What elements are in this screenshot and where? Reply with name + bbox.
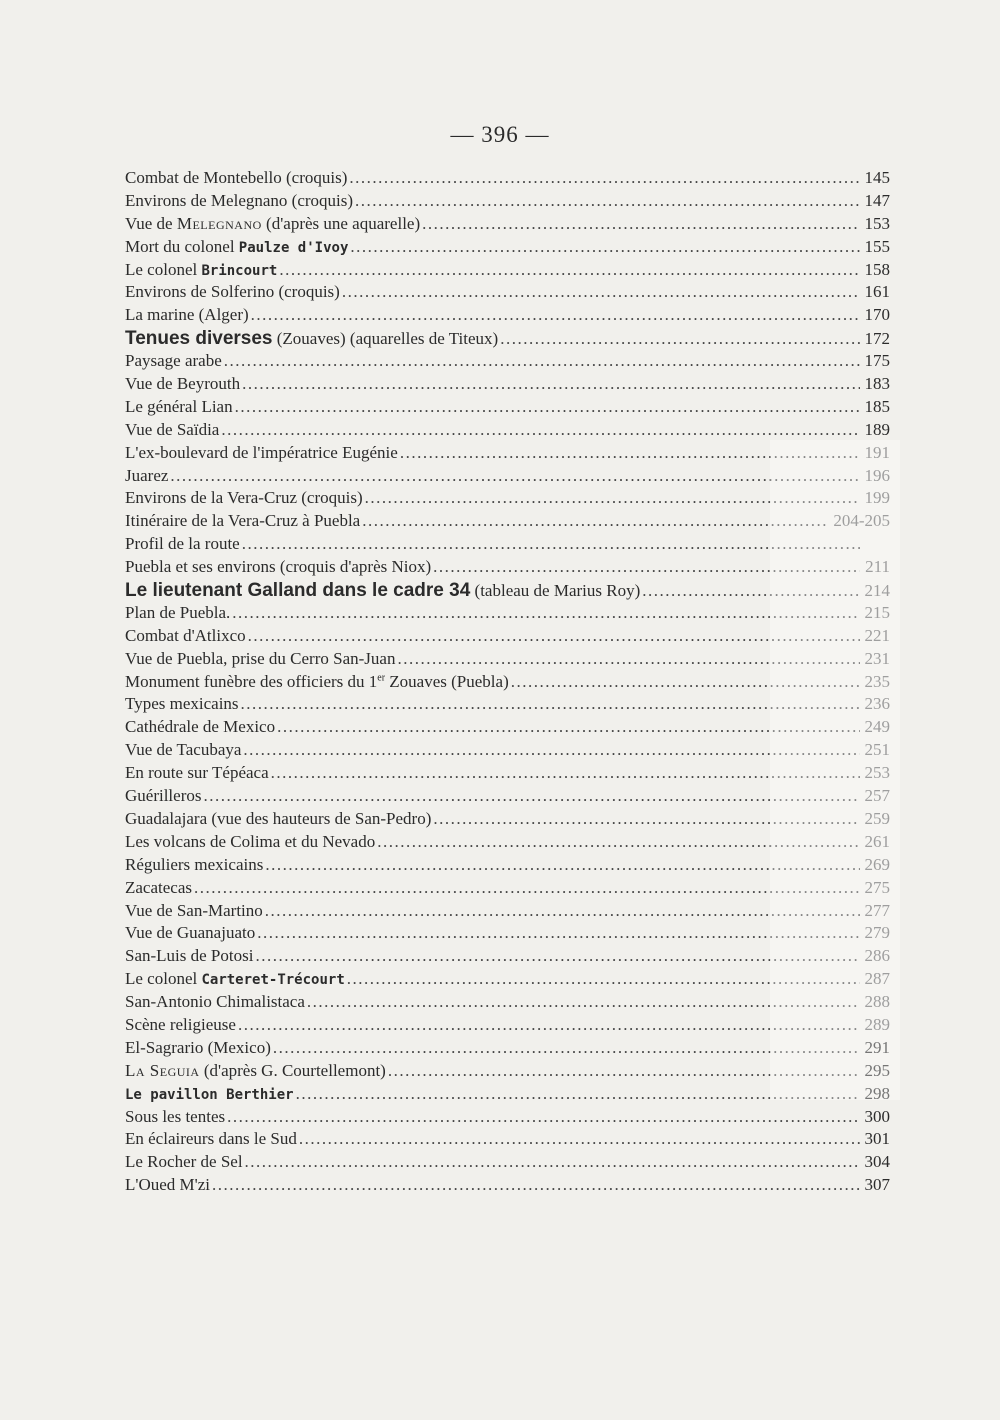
list-item <box>125 763 890 786</box>
entry-title <box>125 488 363 508</box>
entry-page: 279 <box>864 923 890 943</box>
entry-page: 172 <box>864 329 890 349</box>
list-item <box>125 168 890 191</box>
entry-title <box>125 443 398 463</box>
entry-page: 211 <box>865 557 890 577</box>
entry-text-t2: (Zouaves) (aquarelles de Titeux) <box>272 329 499 349</box>
entry-page: 277 <box>864 900 890 920</box>
leader-dots <box>170 466 860 486</box>
list-item <box>125 1061 890 1084</box>
leader-dots <box>355 191 860 211</box>
entry-page: 261 <box>864 831 890 851</box>
entry-title <box>125 672 509 692</box>
entry-page: 231 <box>864 648 890 668</box>
illustrations-list <box>125 168 890 1198</box>
list-item <box>125 1152 890 1175</box>
entry-text-t1: Mort du colonel <box>125 236 239 256</box>
entry-text-t1: Le colonel <box>125 259 202 279</box>
leader-dots <box>642 581 860 601</box>
entry-text-t2: (d'après une aquarelle) <box>261 213 421 233</box>
entry-text-t1: Juarez <box>125 465 169 485</box>
entry-title <box>125 282 340 302</box>
entry-title <box>125 1152 243 1172</box>
entry-title <box>125 1084 294 1104</box>
entry-title <box>125 305 249 325</box>
leader-dots <box>224 351 860 371</box>
list-item <box>125 832 890 855</box>
list-item <box>125 420 890 443</box>
list-item <box>125 1107 890 1130</box>
entry-page: 221 <box>864 625 890 645</box>
entry-title <box>125 374 240 394</box>
entry-text-big: Le lieutenant Galland dans le cadre 34 <box>125 580 471 602</box>
entry-text-t1: Vue de San-Martino <box>125 900 263 920</box>
list-item <box>125 260 890 283</box>
entry-title <box>125 992 305 1012</box>
entry-title <box>125 237 348 257</box>
list-item <box>125 305 890 328</box>
list-item <box>125 488 890 511</box>
entry-text-t1: Environs de la Vera-Cruz (croquis) <box>125 488 363 508</box>
entry-page: 253 <box>864 763 890 783</box>
entry-text-t1: L'Oued M'zi <box>125 1175 210 1195</box>
entry-page: 199 <box>864 488 890 508</box>
entry-text-t1: Vue de <box>125 213 177 233</box>
entry-title <box>125 351 222 371</box>
list-item <box>125 1015 890 1038</box>
entry-title <box>125 580 640 602</box>
leader-dots <box>422 214 860 234</box>
entry-text-t2: Zouaves (Puebla) <box>385 671 509 691</box>
entry-text-t1: Guérilleros <box>125 786 202 806</box>
entry-page: 300 <box>864 1106 890 1126</box>
list-item <box>125 855 890 878</box>
entry-page: 269 <box>864 854 890 874</box>
entry-title <box>125 603 230 623</box>
entry-title <box>125 260 277 280</box>
entry-page: 170 <box>864 305 890 325</box>
list-item <box>125 1129 890 1152</box>
leader-dots <box>273 1038 860 1058</box>
leader-dots <box>194 878 860 898</box>
entry-page: 196 <box>864 465 890 485</box>
entry-text-t1: Scène religieuse <box>125 1014 236 1034</box>
entry-text-t1: Vue de Beyrouth <box>125 374 241 394</box>
list-item <box>125 397 890 420</box>
entry-page: 214 <box>864 581 890 601</box>
entry-page: 275 <box>864 877 890 897</box>
entry-title <box>125 1061 386 1081</box>
leader-dots <box>347 969 860 989</box>
entry-page: 236 <box>864 694 890 714</box>
entry-page: 298 <box>864 1083 890 1103</box>
list-item <box>125 946 890 969</box>
entry-page: 251 <box>864 740 890 760</box>
leader-dots <box>500 329 860 349</box>
entry-title <box>125 328 498 350</box>
leader-dots <box>221 420 860 440</box>
list-item <box>125 878 890 901</box>
leader-dots <box>277 717 860 737</box>
entry-text-t1: En éclaireurs dans le Sud <box>125 1129 297 1149</box>
entry-title <box>125 168 347 188</box>
entry-title <box>125 786 201 806</box>
entry-title <box>125 878 192 898</box>
entry-page: 185 <box>864 396 890 416</box>
list-item <box>125 282 890 305</box>
entry-page: 291 <box>864 1037 890 1057</box>
entry-title <box>125 855 263 875</box>
entry-page: 257 <box>864 786 890 806</box>
entry-text-t1: Sous les tentes <box>125 1106 226 1126</box>
entry-page: 147 <box>864 190 890 210</box>
entry-text-t1: San-Antonio Chimalistaca <box>125 992 305 1012</box>
list-item <box>125 992 890 1015</box>
entry-text-t2: (tableau de Marius Roy) <box>470 581 641 601</box>
leader-dots <box>203 786 860 806</box>
entry-text-t1: En route sur Tépéaca <box>125 763 269 783</box>
entry-title <box>125 763 269 783</box>
entry-page: 249 <box>864 717 890 737</box>
entry-title <box>125 534 240 554</box>
entry-title <box>125 557 431 577</box>
entry-page: 153 <box>864 213 890 233</box>
entry-title <box>125 809 431 829</box>
entry-title <box>125 694 239 714</box>
list-item <box>125 672 890 695</box>
entry-text-t1: Types mexicains <box>125 694 239 714</box>
leader-dots <box>433 809 860 829</box>
entry-text-t1: Combat d'Atlixco <box>125 625 246 645</box>
leader-dots <box>279 260 860 280</box>
page-number: — 396 — <box>450 122 550 147</box>
leader-dots <box>265 855 860 875</box>
leader-dots <box>299 1129 860 1149</box>
entry-page: 161 <box>864 282 890 302</box>
list-item <box>125 649 890 672</box>
leader-dots <box>511 672 860 692</box>
list-item <box>125 443 890 466</box>
entry-title <box>125 397 233 417</box>
entry-title <box>125 923 255 943</box>
entry-title <box>125 511 360 531</box>
entry-text-t1: Le Rocher de Sel <box>125 1152 243 1172</box>
entry-text-t1: Le colonel <box>125 969 202 989</box>
entry-page: 301 <box>864 1129 890 1149</box>
entry-page: 189 <box>864 419 890 439</box>
entry-text-b: Brincourt <box>201 262 278 279</box>
leader-dots <box>212 1175 860 1195</box>
entry-page: 235 <box>864 671 890 691</box>
leader-dots <box>307 992 860 1012</box>
entry-text-t1: Puebla et ses environs (croquis d'après Niox) <box>125 557 432 577</box>
entry-page: 175 <box>864 351 890 371</box>
entry-page: 287 <box>864 969 890 989</box>
leader-dots <box>257 923 860 943</box>
entry-text-t1: Profil de la route <box>125 534 240 554</box>
entry-page: 204-205 <box>833 511 890 531</box>
entry-text-b: Paulze d'Ivoy <box>238 239 349 256</box>
entry-page: 289 <box>864 1014 890 1034</box>
entry-text-t1: Vue de Tacubaya <box>125 740 242 760</box>
entry-page: 259 <box>864 808 890 828</box>
entry-text-t1: Plan de Puebla. <box>125 602 231 622</box>
list-item <box>125 557 890 580</box>
entry-page: 286 <box>864 946 890 966</box>
leader-dots <box>255 946 860 966</box>
leader-dots <box>350 237 860 257</box>
leader-dots <box>400 443 860 463</box>
list-item <box>125 740 890 763</box>
entry-title <box>125 626 246 646</box>
entry-text-t1: L'ex-boulevard de l'impératrice Eugénie <box>125 442 398 462</box>
entry-text-t1: Vue de Puebla, prise du Cerro San-Juan <box>125 648 396 668</box>
entry-title <box>125 1038 271 1058</box>
entry-text-big: Tenues diverses <box>125 328 273 350</box>
entry-page: 145 <box>864 168 890 187</box>
list-item <box>125 626 890 649</box>
leader-dots <box>243 740 860 760</box>
leader-dots <box>241 694 860 714</box>
leader-dots <box>349 168 860 188</box>
leader-dots <box>271 763 860 783</box>
entry-text-sc: La Seguia <box>125 1060 200 1080</box>
list-item <box>125 214 890 237</box>
entry-title <box>125 420 219 440</box>
entry-text-t1: Vue de Guanajuato <box>125 923 256 943</box>
entry-text-t1: Vue de Saïdia <box>125 419 220 439</box>
leader-dots <box>251 305 860 325</box>
entry-text-t1: Environs de Melegnano (croquis) <box>125 190 354 210</box>
entry-text-sc: Melegnano <box>176 213 262 233</box>
entry-page: 288 <box>864 992 890 1012</box>
entry-text-t1: Combat de Montebello (croquis) <box>125 168 348 187</box>
leader-dots <box>397 649 860 669</box>
entry-text-t2: (d'après G. Courtellemont) <box>199 1060 386 1080</box>
entry-page: 215 <box>864 602 890 622</box>
entry-text-t1: Environs de Solferino (croquis) <box>125 282 340 302</box>
list-item <box>125 717 890 740</box>
entry-text-t1: Monument funèbre des officiers du 1 <box>125 671 378 691</box>
entry-page: 158 <box>864 259 890 279</box>
list-item <box>125 466 890 489</box>
entry-title <box>125 466 168 486</box>
list-item <box>125 191 890 214</box>
entry-text-t1: El-Sagrario (Mexico) <box>125 1037 271 1057</box>
entry-text-t1: Paysage arabe <box>125 351 222 371</box>
leader-dots <box>242 534 860 554</box>
entry-page: 304 <box>864 1152 890 1172</box>
leader-dots <box>362 511 829 531</box>
list-item <box>125 694 890 717</box>
list-item <box>125 351 890 374</box>
leader-dots <box>242 374 860 394</box>
list-item <box>125 1175 890 1198</box>
list-item <box>125 809 890 832</box>
leader-dots <box>365 488 860 508</box>
entry-title <box>125 740 241 760</box>
entry-title <box>125 969 345 989</box>
entry-text-t1: Le général Lian <box>125 396 233 416</box>
entry-title <box>125 1107 225 1127</box>
list-item <box>125 603 890 626</box>
leader-dots <box>238 1015 860 1035</box>
entry-text-t1: San-Luis de Potosi <box>125 946 254 966</box>
entry-text-t1: Zacatecas <box>125 877 192 897</box>
list-item <box>125 328 890 351</box>
entry-text-sup: er <box>377 671 386 683</box>
entry-page: 183 <box>864 374 890 394</box>
leader-dots <box>377 832 860 852</box>
list-item <box>125 969 890 992</box>
leader-dots <box>232 603 860 623</box>
entry-page: 191 <box>864 442 890 462</box>
entry-text-t1: Itinéraire de la Vera-Cruz à Puebla <box>125 511 361 531</box>
leader-dots <box>245 1152 860 1172</box>
entry-title <box>125 901 263 921</box>
leader-dots <box>235 397 860 417</box>
entry-text-b: Le pavillon Berthier <box>125 1086 294 1103</box>
list-item <box>125 786 890 809</box>
entry-title <box>125 832 375 852</box>
entry-page: 295 <box>864 1060 890 1080</box>
leader-dots <box>388 1061 860 1081</box>
entry-text-t1: La marine (Alger) <box>125 305 249 325</box>
leader-dots <box>433 557 860 577</box>
leader-dots <box>265 901 860 921</box>
entry-page: 155 <box>864 236 890 256</box>
entry-page: 307 <box>864 1175 890 1195</box>
entry-title <box>125 717 275 737</box>
entry-title <box>125 649 395 669</box>
entry-text-t1: Cathédrale de Mexico <box>125 717 276 737</box>
list-item <box>125 580 890 603</box>
entry-title <box>125 1015 236 1035</box>
entry-text-t1: Réguliers mexicains <box>125 854 264 874</box>
list-item <box>125 923 890 946</box>
entry-text-t1: Les volcans de Colima et du Nevado <box>125 831 376 851</box>
list-item <box>125 901 890 924</box>
leader-dots <box>248 626 860 646</box>
leader-dots <box>227 1107 860 1127</box>
list-item <box>125 237 890 260</box>
list-item <box>125 1084 890 1107</box>
entry-title <box>125 214 420 234</box>
list-item <box>125 374 890 397</box>
entry-title <box>125 191 353 211</box>
entry-text-t1: Guadalajara (vue des hauteurs de San-Pedro) <box>125 808 432 828</box>
list-item <box>125 511 890 534</box>
leader-dots <box>296 1084 860 1104</box>
list-item <box>125 1038 890 1061</box>
list-item <box>125 534 890 557</box>
entry-title <box>125 1175 210 1195</box>
leader-dots <box>342 282 860 302</box>
entry-text-b: Carteret-Trécourt <box>201 972 345 989</box>
entry-title <box>125 1129 297 1149</box>
entry-title <box>125 946 253 966</box>
